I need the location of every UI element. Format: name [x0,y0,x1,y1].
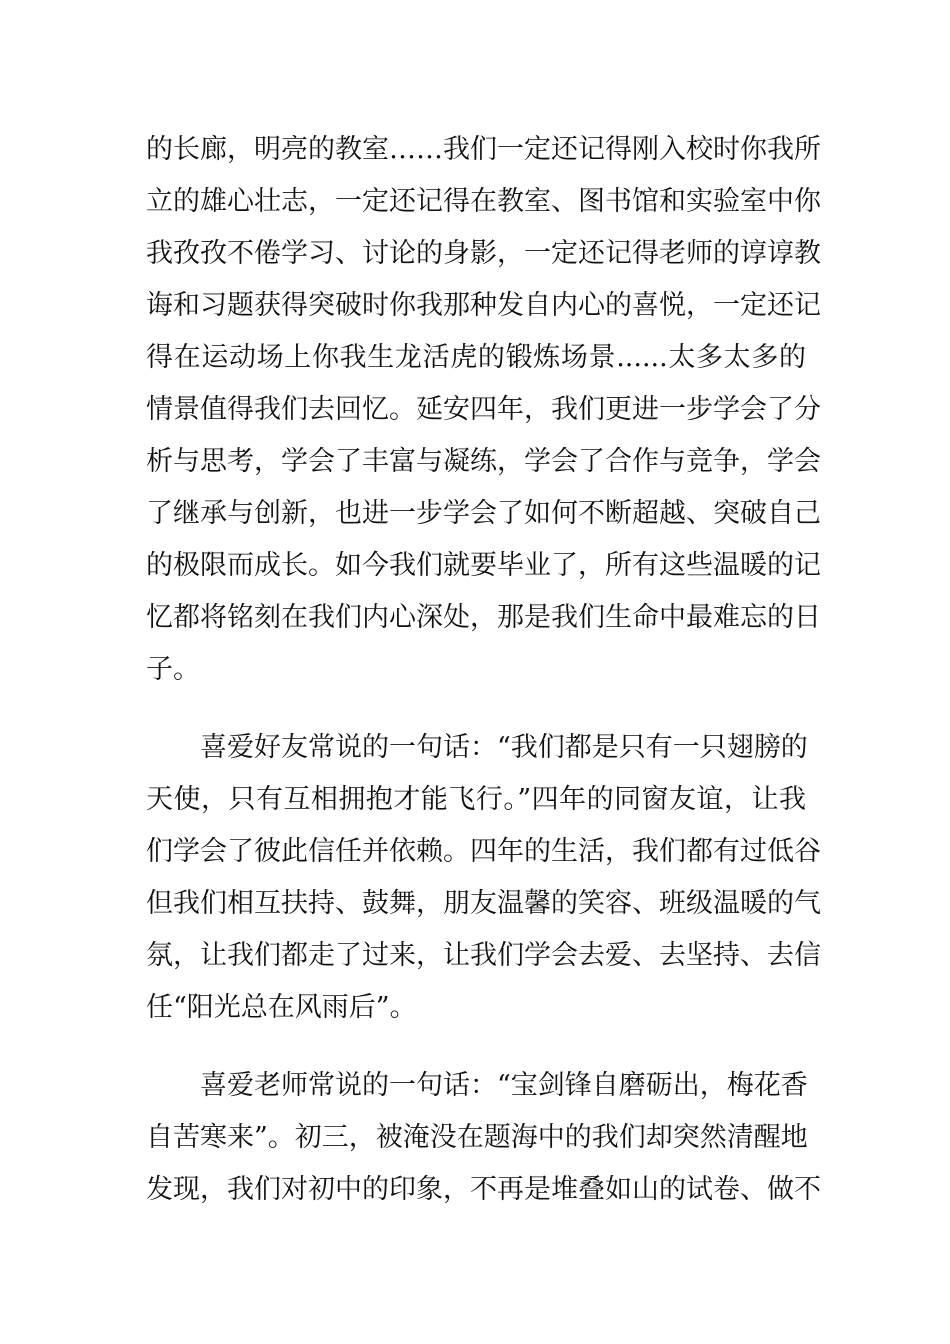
paragraph-3-line-1: 喜爱老师常说的一句话：“宝剑锋自磨砺出，梅花香 [200,1070,808,1101]
paragraph-1-line-5: 得在运动场上你我生龙活虎的锻炼场景......太多太多的 [146,342,806,373]
paragraph-1-line-6: 情景值得我们去回忆。延安四年，我们更进一步学会了分 [146,394,821,425]
paragraph-2-line-4: 但我们相互扶持、鼓舞，朋友温馨的笑容、班级温暖的气 [146,888,821,919]
paragraph-2-line-2: 天使，只有互相拥抱才能飞行。”四年的同窗友谊，让我 [146,784,806,815]
paragraph-1-line-2: 立的雄心壮志，一定还记得在教室、图书馆和实验室中你 [146,186,821,217]
paragraph-1-line-11: 子。 [146,654,200,685]
paragraph-1-line-8: 了继承与创新，也进一步学会了如何不断超越、突破自己 [146,498,821,529]
paragraph-1-line-1: 的长廊，明亮的教室……我们一定还记得刚入校时你我所 [146,134,821,165]
paragraph-2-line-6: 任“阳光总在风雨后”。 [146,992,417,1023]
paragraph-1-line-4: 诲和习题获得突破时你我那种发自内心的喜悦，一定还记 [146,290,821,321]
paragraph-3-line-3: 发现，我们对初中的印象，不再是堆叠如山的试卷、做不 [146,1174,821,1205]
paragraph-2-line-1: 喜爱好友常说的一句话：“我们都是只有一只翅膀的 [200,732,808,763]
paragraph-1-line-10: 忆都将铭刻在我们内心深处，那是我们生命中最难忘的日 [146,602,821,633]
paragraph-1-line-9: 的极限而成长。如今我们就要毕业了，所有这些温暖的记 [146,550,821,581]
paragraph-2-line-3: 们学会了彼此信任并依赖。四年的生活，我们都有过低谷 [146,836,821,867]
paragraph-3-line-2: 自苦寒来”。初三，被淹没在题海中的我们却突然清醒地 [146,1122,808,1153]
paragraph-1-line-7: 析与思考，学会了丰富与凝练，学会了合作与竞争，学会 [146,446,821,477]
paragraph-2-line-5: 氛，让我们都走了过来，让我们学会去爱、去坚持、去信 [146,940,821,971]
paragraph-1-line-3: 我孜孜不倦学习、讨论的身影，一定还记得老师的谆谆教 [146,238,821,269]
